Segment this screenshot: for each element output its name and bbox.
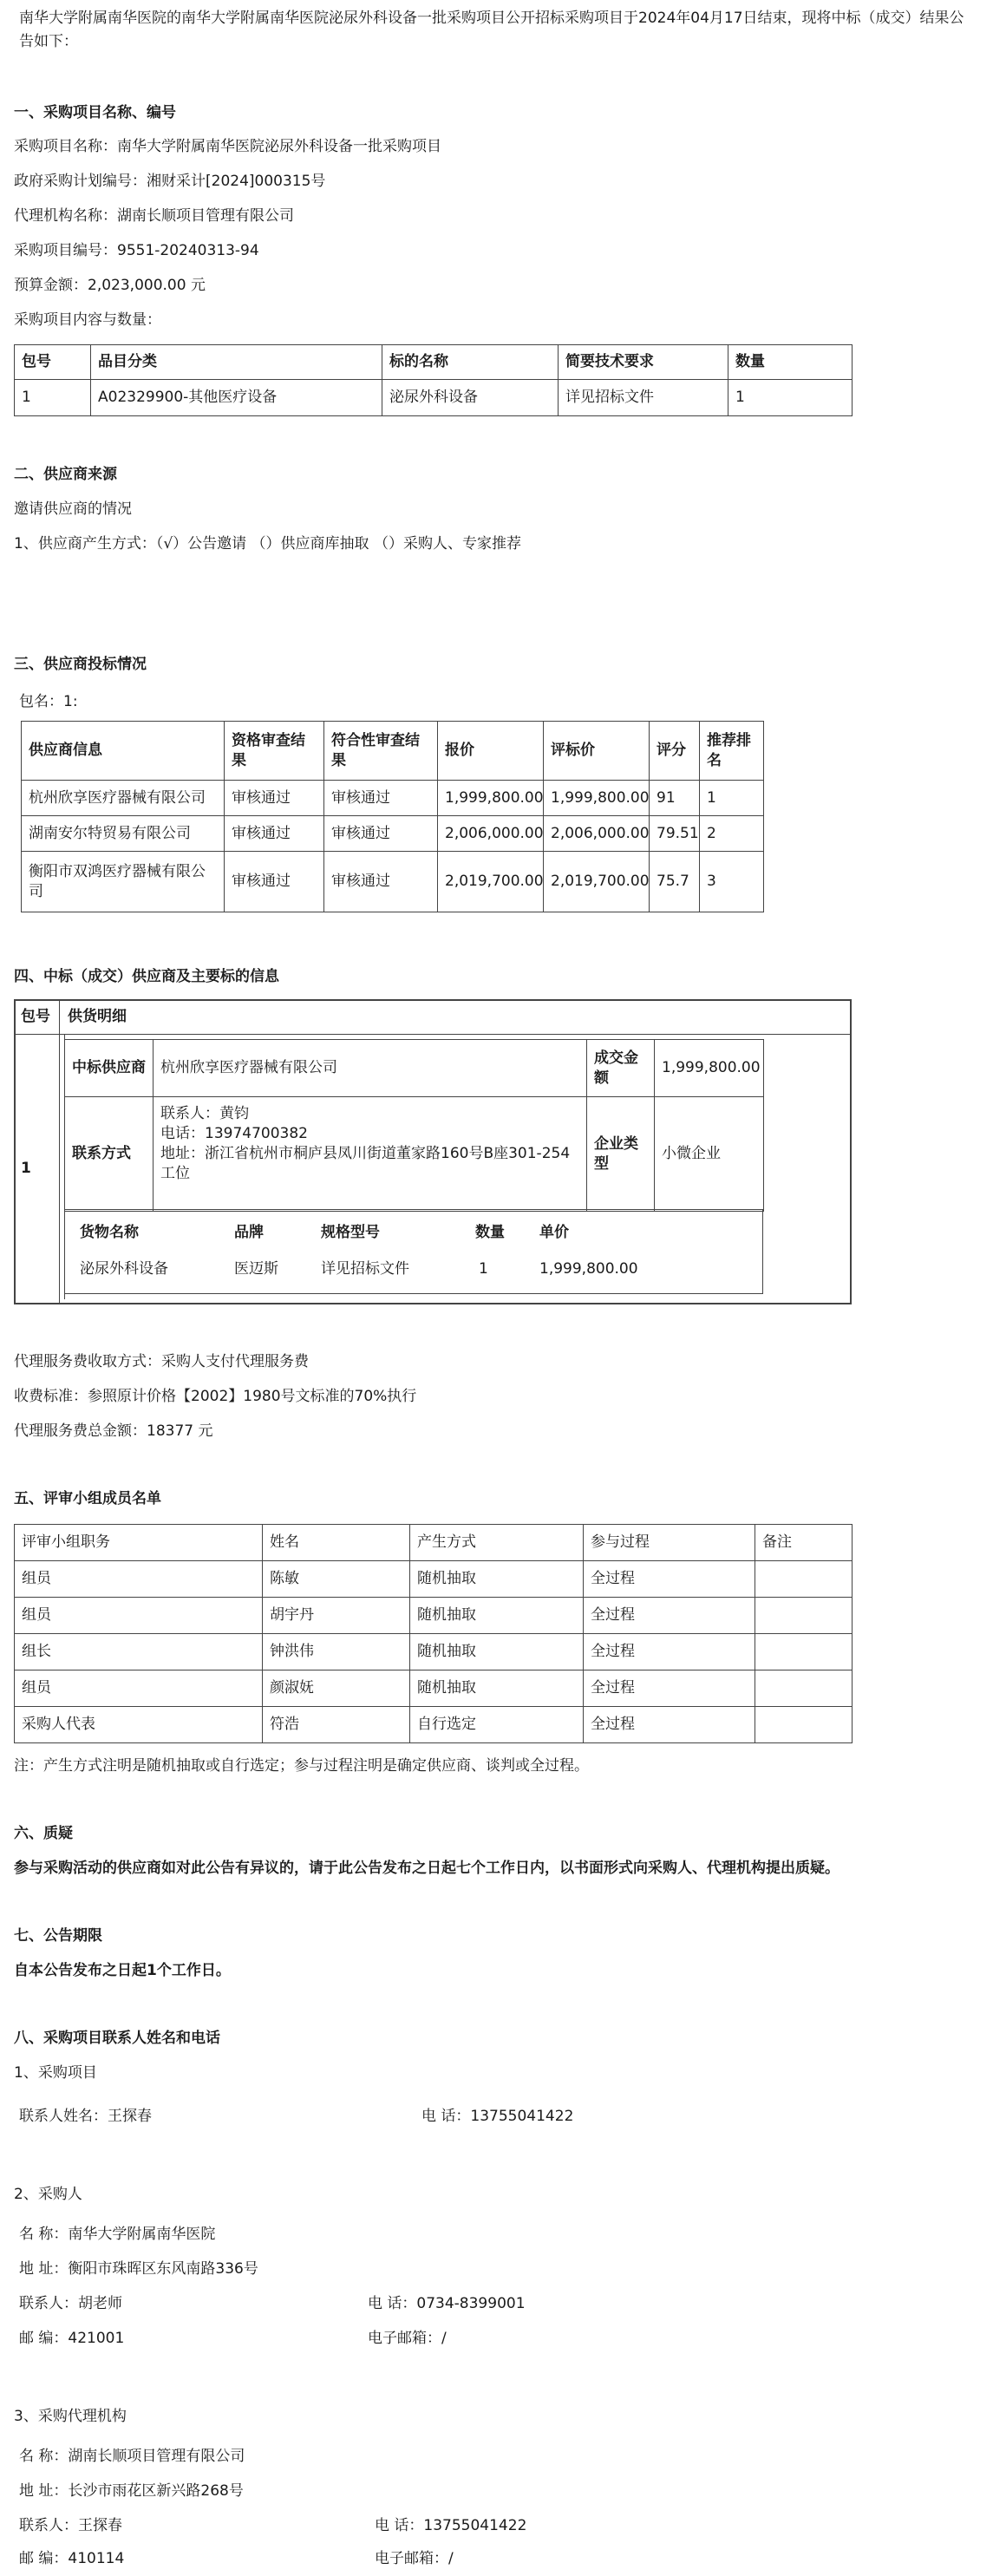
table-row [15, 380, 853, 416]
section-5-title: 五、评审小组成员名单 [14, 1490, 161, 1507]
contact-label: 联系方式 [65, 1097, 154, 1212]
table-cell: 2,006,000.00 [544, 816, 650, 852]
section-2-title: 二、供应商来源 [14, 466, 117, 483]
table-cell: 陈敏 [263, 1561, 410, 1598]
package-header: 包号 [21, 1008, 50, 1025]
table-cell: 1,999,800.00 [438, 781, 544, 816]
table-row [22, 852, 764, 912]
contact-details [154, 1097, 587, 1212]
table-cell: 全过程 [584, 1561, 755, 1598]
package-number: 1 [21, 1160, 31, 1177]
agency-contact-name: 名 称：湖南长顺项目管理有限公司 [19, 2448, 245, 2465]
table-row [22, 781, 764, 816]
table-cell: 全过程 [584, 1670, 755, 1707]
amount-label: 成交金额 [587, 1040, 655, 1097]
table-header-cell: 资格审查结果 [225, 722, 324, 781]
section-7-title: 七、公告期限 [14, 1927, 102, 1945]
table-cell: 采购人代表 [15, 1707, 263, 1743]
table-header-cell: 姓名 [263, 1525, 410, 1561]
contact-address: 地址：浙江省杭州市桐庐县凤川街道董家路160号B座301-254工位 [160, 1144, 571, 1182]
table-cell: 1 [700, 781, 764, 816]
table-cell: 组长 [15, 1634, 263, 1670]
supplier-method-text: 1、供应商产生方式：（√）公告邀请 （）供应商库抽取 （）采购人、专家推荐 [14, 535, 521, 552]
procurement-content-table [14, 344, 853, 416]
goods-header-brand: 品牌 [234, 1224, 264, 1241]
table-cell: 1 [728, 380, 853, 416]
review-note: 注：产生方式注明是随机抽取或自行选定；参与过程注明是确定供应商、谈判或全过程。 [14, 1757, 589, 1775]
table-cell: 79.51 [650, 816, 700, 852]
table-header-row [22, 722, 764, 781]
table-cell: 2 [700, 816, 764, 852]
supply-detail-header: 供货明细 [68, 1008, 127, 1025]
package-label: 包名：1: [19, 693, 78, 710]
table-cell: 随机抽取 [410, 1561, 584, 1598]
intro-text: 南华大学附属南华医院的南华大学附属南华医院泌尿外科设备一批采购项目公开招标采购项目于2024年04月17日结束，现将中标（成交）结果公告如下： [19, 10, 964, 50]
fee-total: 代理服务费总金额：18377 元 [14, 1422, 213, 1440]
complaint-text: 参与采购活动的供应商如对此公告有异议的，请于此公告发布之日起七个工作日内，以书面形式向采购人、代理机构提出质疑。 [14, 1860, 839, 1877]
table-cell: 钟洪伟 [263, 1634, 410, 1670]
table-header-cell: 简要技术要求 [559, 345, 728, 380]
goods-name: 泌尿外科设备 [80, 1260, 168, 1278]
table-header-cell: 评标价 [544, 722, 650, 781]
table-header-cell: 报价 [438, 722, 544, 781]
purchaser-contact: 联系人：胡老师 [19, 2295, 122, 2312]
agency-address: 地 址：长沙市雨花区新兴路268号 [19, 2482, 244, 2500]
table-cell: 审核通过 [225, 816, 324, 852]
amount-value: 1,999,800.00 [655, 1040, 764, 1097]
table-header-cell: 参与过程 [584, 1525, 755, 1561]
table-cell: 泌尿外科设备 [382, 380, 559, 416]
table-row [15, 1561, 853, 1598]
plan-number: 政府采购计划编号：湘财采计[2024]000315号 [14, 173, 326, 190]
table-row [15, 1598, 853, 1634]
purchaser-phone: 电 话：0734-8399001 [368, 2295, 526, 2312]
goods-header-model: 规格型号 [321, 1224, 380, 1241]
table-header-cell: 供应商信息 [22, 722, 225, 781]
company-type-value: 小微企业 [655, 1097, 764, 1212]
company-type-label: 企业类型 [587, 1097, 655, 1212]
project-contact-phone: 电 话：13755041422 [421, 2108, 574, 2125]
table-cell: 审核通过 [324, 781, 438, 816]
table-cell: 杭州欣享医疗器械有限公司 [22, 781, 225, 816]
table-cell: 2,006,000.00 [438, 816, 544, 852]
table-cell: 91 [650, 781, 700, 816]
table-cell [755, 1707, 853, 1743]
section-1-title: 一、采购项目名称、编号 [14, 104, 176, 121]
notice-period-text: 自本公告发布之日起1个工作日。 [14, 1962, 231, 1979]
project-name: 采购项目名称：南华大学附属南华医院泌尿外科设备一批采购项目 [14, 138, 441, 155]
table-row [65, 1040, 764, 1097]
section-3-title: 三、供应商投标情况 [14, 656, 147, 673]
section-4-title: 四、中标（成交）供应商及主要标的信息 [14, 968, 279, 985]
table-cell [755, 1670, 853, 1707]
purchaser-address: 地 址：衡阳市珠晖区东风南路336号 [19, 2260, 258, 2278]
table-cell [755, 1561, 853, 1598]
section-6-title: 六、质疑 [14, 1825, 73, 1842]
table-cell: 全过程 [584, 1634, 755, 1670]
table-cell: 颜淑妩 [263, 1670, 410, 1707]
winner-header-line [14, 1034, 852, 1035]
table-cell: 组员 [15, 1670, 263, 1707]
table-row [22, 816, 764, 852]
table-cell: 1 [15, 380, 91, 416]
table-cell: 2,019,700.00 [438, 852, 544, 912]
purchaser-zip: 邮 编：421001 [19, 2330, 125, 2347]
table-cell: 3 [700, 852, 764, 912]
table-cell: 详见招标文件 [559, 380, 728, 416]
table-header-cell: 评分 [650, 722, 700, 781]
table-cell: 组员 [15, 1561, 263, 1598]
winner-name: 杭州欣享医疗器械有限公司 [154, 1040, 587, 1097]
table-cell: 符浩 [263, 1707, 410, 1743]
project-number: 采购项目编号：9551-20240313-94 [14, 242, 259, 259]
table-cell: 审核通过 [225, 852, 324, 912]
table-cell: 全过程 [584, 1707, 755, 1743]
table-cell: 1,999,800.00 [544, 781, 650, 816]
table-cell [755, 1634, 853, 1670]
bidders-table [21, 721, 764, 912]
goods-price: 1,999,800.00 [539, 1260, 638, 1278]
table-cell: 全过程 [584, 1598, 755, 1634]
table-cell: 2,019,700.00 [544, 852, 650, 912]
project-contact-name: 联系人姓名：王探春 [19, 2108, 152, 2125]
goods-qty: 1 [479, 1260, 488, 1278]
table-cell: A02329900-其他医疗设备 [91, 380, 382, 416]
goods-header-price: 单价 [539, 1224, 569, 1241]
winner-col-divider [59, 999, 60, 1304]
table-cell: 审核通过 [225, 781, 324, 816]
goods-header-name: 货物名称 [80, 1224, 139, 1241]
table-cell: 湖南安尔特贸易有限公司 [22, 816, 225, 852]
table-cell: 75.7 [650, 852, 700, 912]
agency-email: 电子邮箱：/ [375, 2550, 454, 2567]
table-cell: 组员 [15, 1598, 263, 1634]
table-header-cell: 包号 [15, 345, 91, 380]
table-cell: 自行选定 [410, 1707, 584, 1743]
winner-info-table [64, 1039, 764, 1212]
purchaser-subtitle: 2、采购人 [14, 2186, 82, 2203]
section-8-title: 八、采购项目联系人姓名和电话 [14, 2030, 220, 2047]
agency-subtitle: 3、采购代理机构 [14, 2408, 127, 2425]
table-cell: 胡宇丹 [263, 1598, 410, 1634]
agency-phone: 电 话：13755041422 [375, 2517, 527, 2534]
contact-person: 联系人：黄钧 [160, 1105, 249, 1122]
agency-name: 代理机构名称：湖南长顺项目管理有限公司 [14, 207, 294, 225]
budget-amount: 预算金额：2,023,000.00 元 [14, 277, 206, 294]
table-header-cell: 品目分类 [91, 345, 382, 380]
goods-frame [64, 1209, 763, 1294]
table-cell: 随机抽取 [410, 1670, 584, 1707]
table-cell: 审核通过 [324, 852, 438, 912]
table-header-cell: 评审小组职务 [15, 1525, 263, 1561]
purchaser-email: 电子邮箱：/ [368, 2330, 447, 2347]
table-header-cell: 推荐排名 [700, 722, 764, 781]
goods-model: 详见招标文件 [321, 1260, 409, 1278]
table-row [15, 1707, 853, 1743]
table-row [65, 1097, 764, 1212]
goods-brand: 医迈斯 [234, 1260, 278, 1278]
goods-header-qty: 数量 [475, 1224, 505, 1241]
fee-standard: 收费标准：参照原计价格【2002】1980号文标准的70%执行 [14, 1388, 417, 1405]
project-contact-subtitle: 1、采购项目 [14, 2064, 97, 2082]
review-panel-table [14, 1524, 853, 1743]
table-header-cell: 数量 [728, 345, 853, 380]
table-header-cell: 产生方式 [410, 1525, 584, 1561]
table-row [15, 1670, 853, 1707]
table-cell: 衡阳市双鸿医疗器械有限公司 [22, 852, 225, 912]
agency-zip: 邮 编：410114 [19, 2550, 125, 2567]
table-header-cell: 标的名称 [382, 345, 559, 380]
purchaser-name: 名 称：南华大学附属南华医院 [19, 2226, 216, 2243]
agency-contact-person: 联系人：王探春 [19, 2517, 122, 2534]
content-label: 采购项目内容与数量： [14, 311, 161, 329]
table-header-row [15, 1525, 853, 1561]
table-cell: 随机抽取 [410, 1598, 584, 1634]
table-cell: 随机抽取 [410, 1634, 584, 1670]
fee-method: 代理服务费收取方式：采购人支付代理服务费 [14, 1353, 309, 1370]
table-cell [755, 1598, 853, 1634]
table-row [15, 1634, 853, 1670]
table-header-row [15, 345, 853, 380]
table-header-cell: 备注 [755, 1525, 853, 1561]
table-header-cell: 符合性审查结果 [324, 722, 438, 781]
table-cell: 审核通过 [324, 816, 438, 852]
contact-phone: 电话：13974700382 [160, 1124, 308, 1142]
supplier-source-text: 邀请供应商的情况 [14, 500, 132, 518]
winner-label: 中标供应商 [65, 1040, 154, 1097]
